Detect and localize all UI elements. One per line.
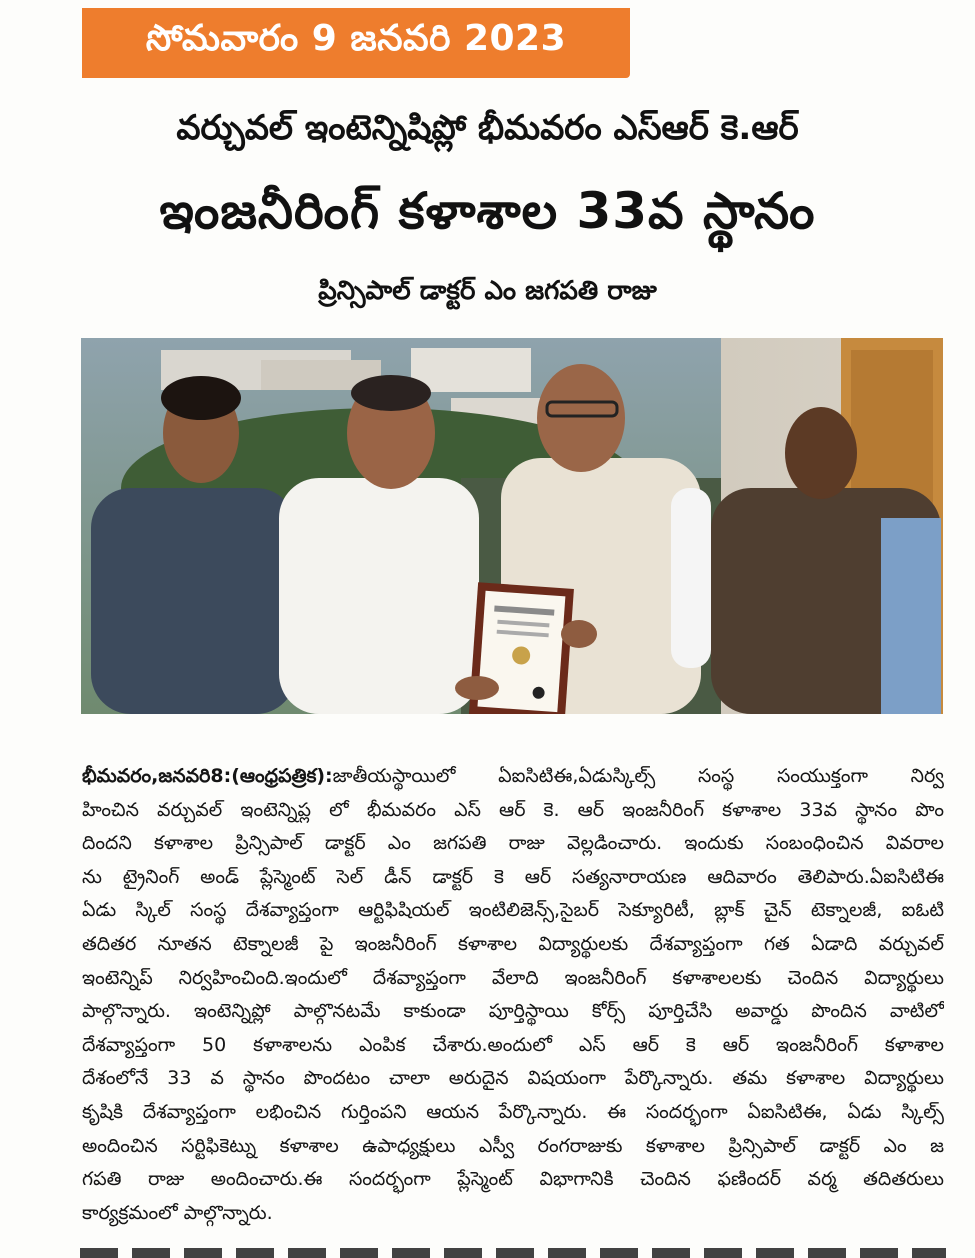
date-banner	[82, 8, 630, 78]
article-line: దేశంలోనే 33 వ స్థానం పొందటం చాలా అరుదైన విషయంగా పేర్కొన్నారు. తమ కళాశాల విద్యార్థులు	[82, 1067, 944, 1090]
headline-line-2: ఇంజనీరింగ్ కళాశాల 33వ స్థానం	[159, 182, 816, 240]
next-article-cutoff	[80, 1244, 946, 1258]
person-3-sleeve	[671, 488, 711, 668]
hand-right	[561, 620, 597, 648]
article-line: పాల్గొన్నారు. ఇంటెన్నిప్లో పాల్గొనటమే కాకుండా పూర్తిస్థాయి కోర్స్ పూర్తిచేసి అవార్డు పొందిన వాటిలో	[82, 1000, 944, 1023]
article-line: ఇంటెన్నిప్ నిర్వహించింది.ఇందులో దేశవ్యాప్తంగా వేలాది ఇంజనీరింగ్ కళాశాలలకు చెందిన విద్యార్థులు	[82, 966, 944, 989]
article-line: ఏడు స్కిల్ సంస్థ దేశవ్యాప్తంగా ఆర్టిఫిషియల్ ఇంటిలిజెన్స్,సైబర్ సెక్యూరిటీ, బ్లాక్ చైన్ టెక్నాలజీ, ఐఓటి	[82, 899, 944, 922]
article-body	[82, 760, 944, 1230]
article-line-text: జాతీయస్థాయిలో ఏఐసిటిఈ,ఏడుస్కిల్స్ సంస్థ సంయుక్తంగా నిర్వ	[332, 765, 944, 787]
person-3-face	[537, 364, 625, 472]
article-line: దిందని కళాశాల ప్రిన్సిపాల్ డాక్టర్ ఎం జగపతి రాజు వెల్లడించారు. ఇందుకు సంబంధించిన వివరాల	[82, 832, 944, 855]
article-line: దేశవ్యాప్తంగా 50 కళాశాలను ఎంపిక చేశారు.అందులో ఎస్ ఆర్ కె ఆర్ ఇంజనీరింగ్ కళాశాల	[82, 1033, 944, 1056]
photo-illustration	[81, 338, 943, 714]
person-1-hair	[161, 376, 241, 420]
hand-left	[455, 676, 499, 700]
article-line: అందించిన సర్టిఫికెట్ను కళాశాల ఉపాధ్యక్షులు ఎస్వీ రంగరాజుకు కళాశాల ప్రిన్సిపాల్ డాక్టర్ ఎం జ	[82, 1134, 944, 1157]
article-line: కార్యక్రమంలో పాల్గొన్నారు.	[82, 1201, 273, 1224]
news-photo	[81, 338, 943, 714]
article-line: తదితర నూతన టెక్నాలజీ పై ఇంజనీరింగ్ కళాశాల విద్యార్థులకు దేశవ్యాప్తంగా గత ఏడాది వర్చువల్	[82, 932, 944, 955]
date-text: సోమవారం 9 జనవరి 2023	[145, 18, 567, 59]
article-line: కృషికి దేశవ్యాప్తంగా లభించిన గుర్తింపని ఆయన పేర్కొన్నారు. ఈ సందర్భంగా ఏఐసిటిఈ, ఏడు స్కిల్స్	[82, 1100, 944, 1123]
byline: ప్రిన్సిపాల్ డాక్టర్ ఎం జగపతి రాజు	[318, 276, 657, 306]
building-3	[411, 348, 531, 392]
person-4-face	[785, 407, 857, 499]
person-1-shirt	[91, 488, 296, 714]
article-line: గపతి రాజు అందించారు.ఈ సందర్భంగా ప్లేస్మెంట్ విభాగానికి చెందిన ఫణిందర్ వర్మ తదితరులు	[82, 1168, 944, 1191]
dateline: భీమవరం,జనవరి8:(ఆంధ్రపత్రిక):	[82, 765, 333, 787]
article-line: ను ట్రైనింగ్ అండ్ ప్లేస్మెంట్ సెల్ డీన్ డాక్టర్ కె ఆర్ సత్యనారాయణ ఆదివారం తెలిపారు.ఏఐసిటిఈ	[82, 865, 944, 888]
headline-line-1: వర్చువల్ ఇంటెన్నిషిప్లో భీమవరం ఎస్ఆర్ కె.ఆర్	[176, 108, 799, 148]
person-2-hair	[351, 375, 431, 411]
person-2-shirt	[279, 478, 479, 714]
person-4-sleeve	[881, 518, 941, 714]
article-line: హించిన వర్చువల్ ఇంటెన్నిప్ల లో భీమవరం ఎస్ ఆర్ కె. ఆర్ ఇంజనీరింగ్ కళాశాల 33వ స్థానం పొం	[82, 798, 944, 821]
article-line	[82, 760, 944, 794]
